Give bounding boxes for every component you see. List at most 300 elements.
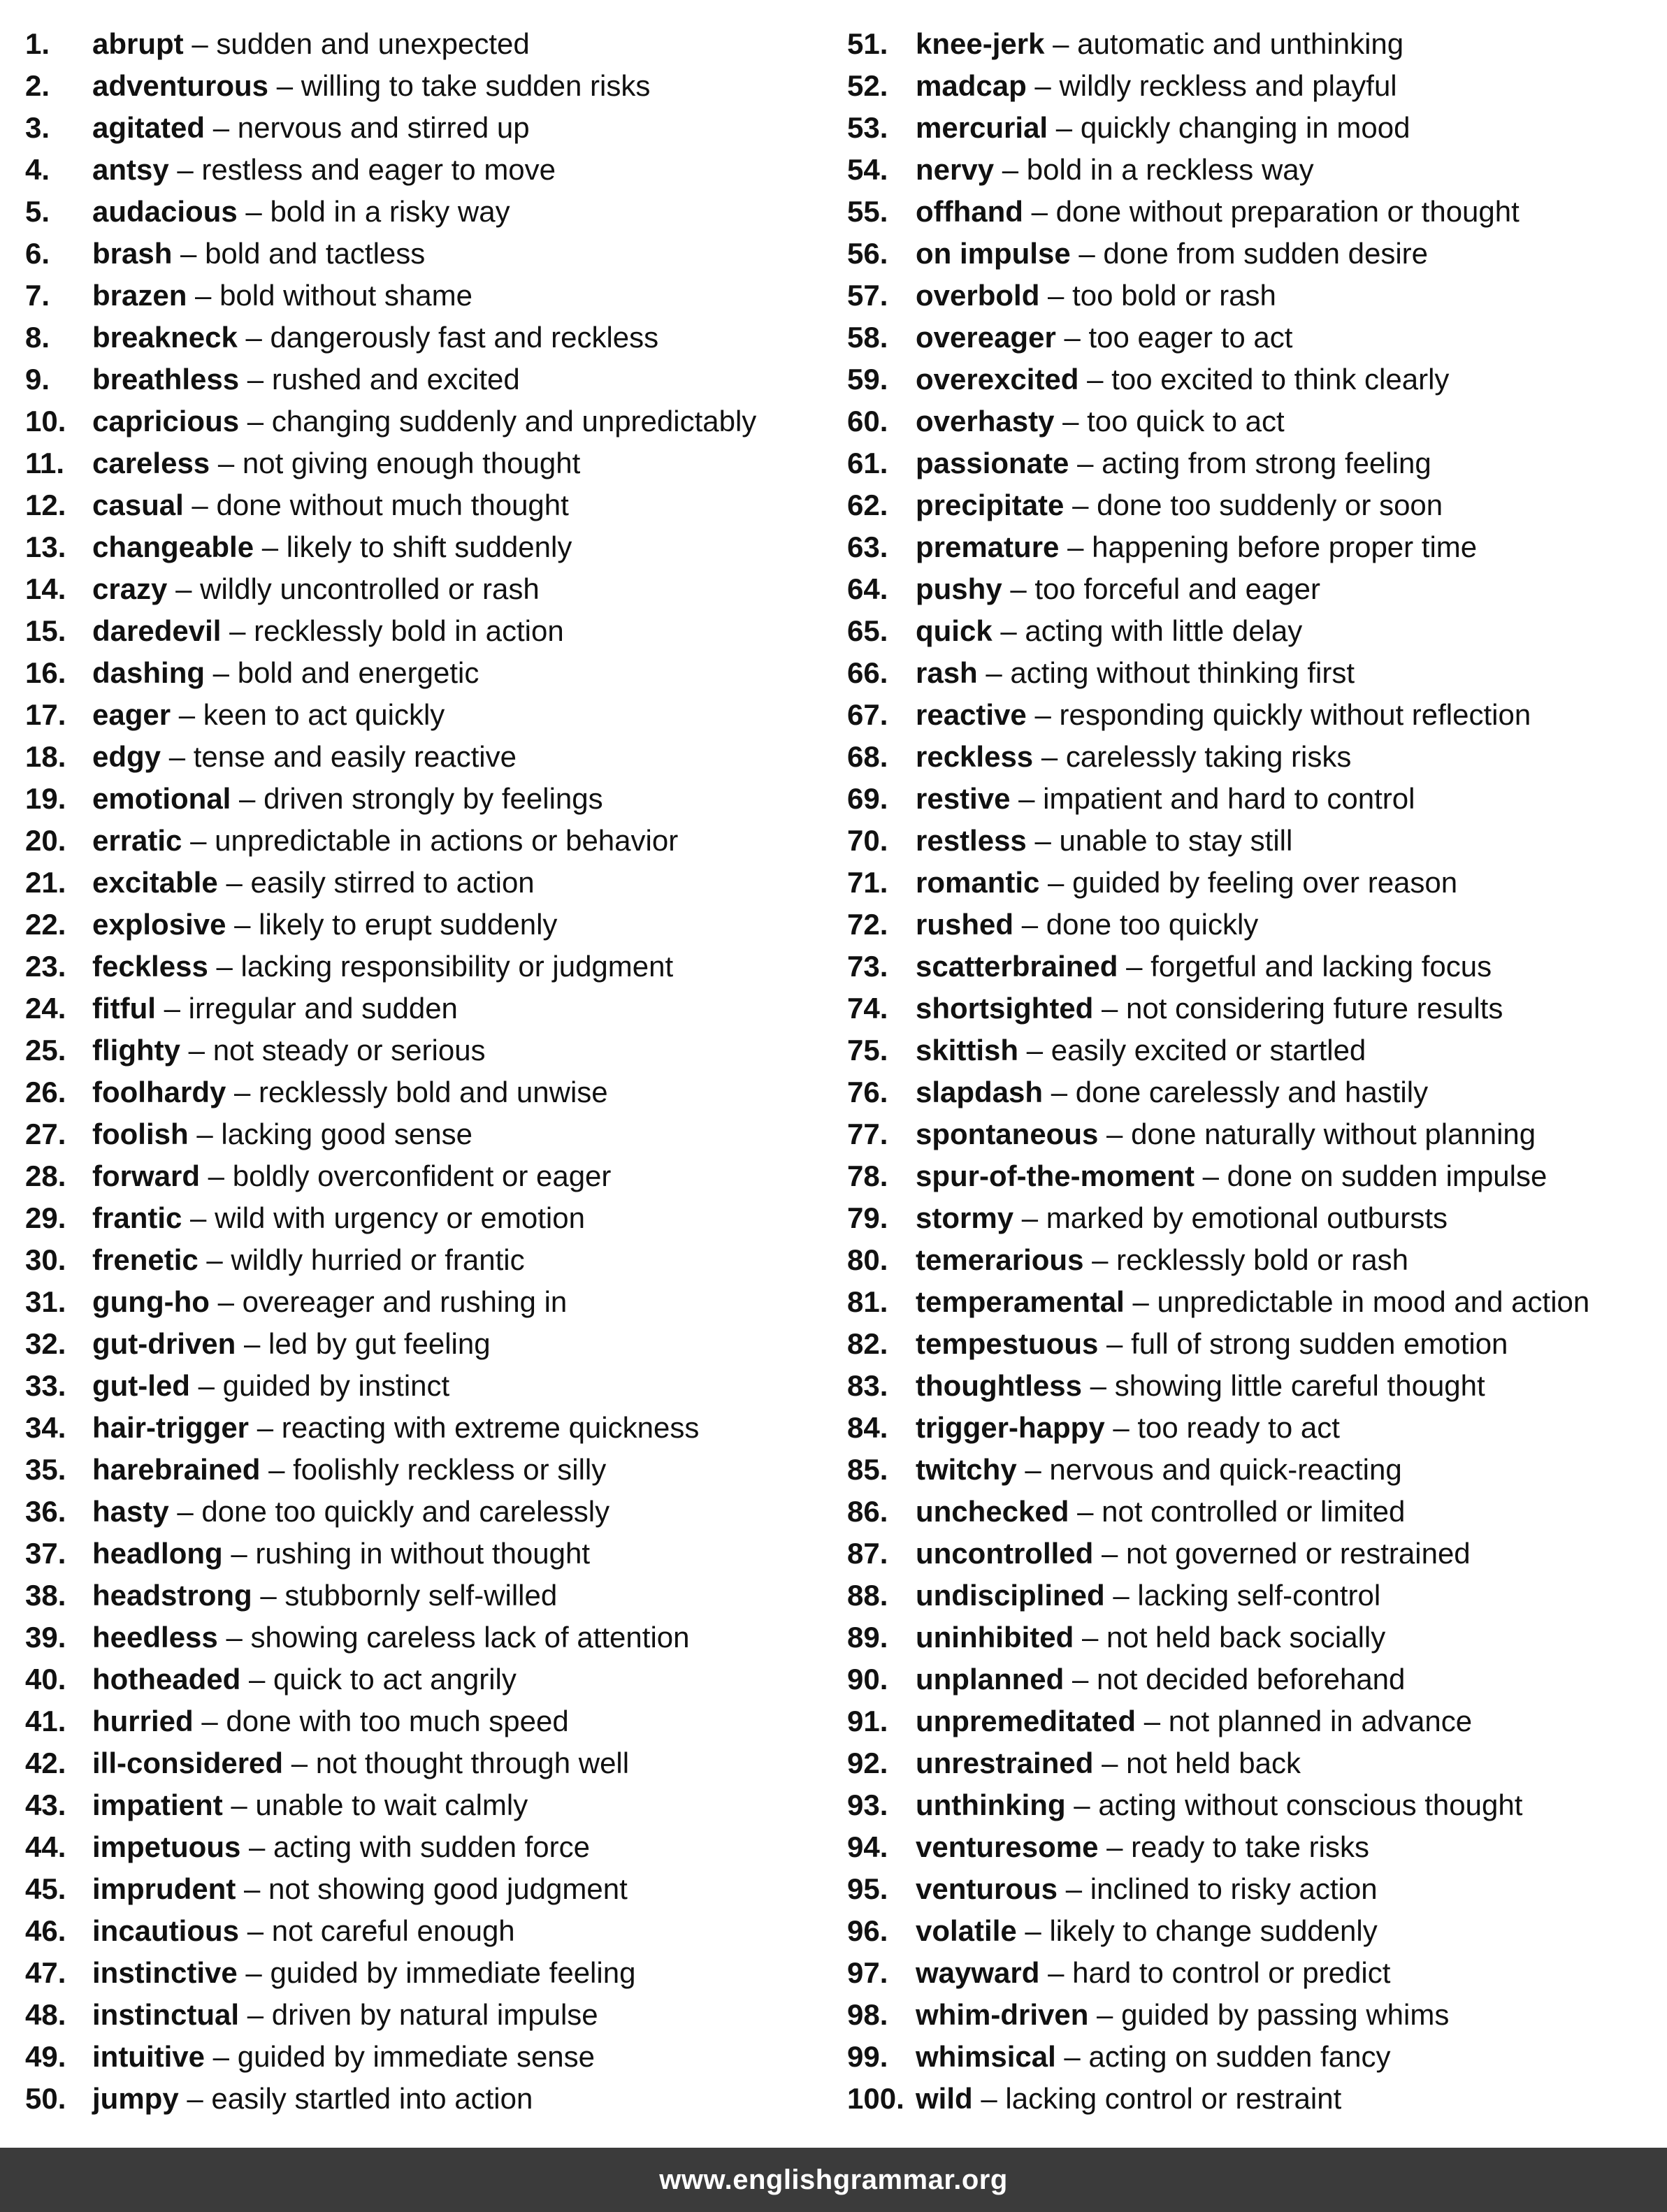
entry-definition: unpredictable in mood and action [1157,1285,1590,1318]
entry-word: hurried [92,1705,194,1737]
entry-definition: easily startled into action [211,2082,533,2115]
entry-word: restive [916,782,1011,815]
entry-separator: – [217,1621,251,1654]
entry-word: overhasty [916,405,1055,438]
entry-definition: not governed or restrained [1126,1537,1471,1570]
entry-word: restless [916,824,1027,857]
entry-number: 40. [25,1663,66,1696]
entry-number: 68. [847,740,888,773]
entry-separator: – [182,824,215,857]
word-entry [847,694,1658,736]
entry-definition: hard to control or predict [1072,1956,1391,1989]
entry-number: 59. [847,363,888,396]
entry-number: 80. [847,1243,888,1276]
entry-number: 58. [847,321,888,354]
entry-number: 17. [25,698,66,731]
entry-word: romantic [916,866,1040,899]
entry-word: headlong [92,1537,223,1570]
entry-separator: – [239,1998,272,2031]
entry-definition: happening before proper time [1092,530,1478,563]
entry-number: 89. [847,1621,888,1654]
entry-word: precipitate [916,489,1065,521]
entry-separator: – [236,1872,269,1905]
word-entry [847,23,1658,65]
word-entry [847,904,1658,946]
entry-definition: likely to erupt suddenly [259,908,558,941]
entry-separator: – [168,153,202,186]
entry-definition: recklessly bold and unwise [259,1076,608,1108]
entry-word: agitated [92,111,205,144]
entry-separator: – [187,279,220,312]
entry-definition: sudden and unexpected [216,27,530,60]
entry-number: 44. [25,1830,66,1863]
entry-separator: – [239,1914,272,1947]
entry-word: reactive [916,698,1027,731]
entry-word: pushy [916,572,1002,605]
entry-definition: not careful enough [271,1914,515,1947]
word-entry [847,1868,1658,1910]
entry-number: 90. [847,1663,888,1696]
entry-word: wayward [916,1956,1040,1989]
entry-word: unchecked [916,1495,1069,1528]
word-entry [25,1617,836,1658]
entry-definition: changing suddenly and unpredictably [271,405,757,438]
entry-number: 92. [847,1747,888,1779]
entry-number: 27. [25,1118,66,1150]
entry-definition: not held back socially [1106,1621,1386,1654]
entry-definition: not considering future results [1126,992,1503,1025]
entry-separator: – [226,1076,259,1108]
entry-number: 5. [25,195,50,228]
entry-number: 8. [25,321,50,354]
word-entry [847,652,1658,694]
entry-word: instinctive [92,1956,238,1989]
entry-separator: – [205,656,238,689]
entry-number: 25. [25,1034,66,1067]
entry-number: 85. [847,1453,888,1486]
word-entry [25,191,836,233]
entry-separator: – [249,1411,282,1444]
entry-word: dashing [92,656,205,689]
entry-word: changeable [92,530,254,563]
entry-definition: not decided beforehand [1097,1663,1406,1696]
entry-number: 43. [25,1788,66,1821]
entry-number: 87. [847,1537,888,1570]
word-entry [25,2078,836,2120]
entry-definition: lacking good sense [221,1118,472,1150]
entry-separator: – [1124,1285,1157,1318]
entry-number: 55. [847,195,888,228]
entry-number: 97. [847,1956,888,1989]
entry-separator: – [1058,1872,1090,1905]
word-entry [847,862,1658,904]
word-entry [847,736,1658,778]
entry-definition: carelessly taking risks [1065,740,1352,773]
entry-definition: quickly changing in mood [1080,111,1410,144]
entry-number: 50. [25,2082,66,2115]
entry-word: fitful [92,992,156,1025]
word-entry [847,484,1658,526]
entry-separator: – [155,992,189,1025]
entry-definition: willing to take sudden risks [301,69,651,102]
word-entry [25,400,836,442]
word-entry [847,1952,1658,1994]
word-entry [25,149,836,191]
entry-separator: – [1104,1411,1138,1444]
entry-definition: guided by instinct [222,1369,450,1402]
entry-word: gut-led [92,1369,190,1402]
word-entry [847,275,1658,317]
entry-number: 35. [25,1453,66,1486]
word-entry [25,1155,836,1197]
entry-separator: – [189,1369,223,1402]
entry-definition: quick to act angrily [273,1663,517,1696]
entry-word: spontaneous [916,1118,1099,1150]
entry-separator: – [193,1705,226,1737]
entry-word: unpremeditated [916,1705,1136,1737]
entry-definition: guided by immediate sense [237,2040,596,2073]
entry-definition: guided by immediate feeling [270,1956,636,1989]
entry-separator: – [236,1327,269,1360]
word-entry [847,820,1658,862]
entry-definition: dangerously fast and reckless [270,321,659,354]
entry-word: overexcited [916,363,1079,396]
entry-word: madcap [916,69,1027,102]
word-entry [25,23,836,65]
word-entry [25,568,836,610]
word-entry [25,736,836,778]
footer-website-link[interactable]: www.englishgrammar.org [659,2164,1008,2195]
entry-number: 48. [25,1998,66,2031]
entry-word: hair-trigger [92,1411,250,1444]
entry-definition: restless and eager to move [201,153,556,186]
word-list-left-column [25,23,836,2120]
entry-word: heedless [92,1621,218,1654]
entry-number: 63. [847,530,888,563]
word-entry [847,568,1658,610]
entry-definition: wild with urgency or emotion [215,1201,585,1234]
entry-definition: acting with sudden force [273,1830,590,1863]
entry-word: impatient [92,1788,223,1821]
entry-definition: done from sudden desire [1103,237,1429,270]
word-entry [25,1029,836,1071]
entry-definition: wildly uncontrolled or rash [200,572,540,605]
entry-definition: not steady or serious [212,1034,486,1067]
entry-number: 10. [25,405,66,438]
entry-separator: – [1070,237,1104,270]
entry-word: adventurous [92,69,269,102]
entry-word: venturesome [916,1830,1099,1863]
entry-word: offhand [916,195,1023,228]
entry-separator: – [972,2082,1006,2115]
entry-word: tempestuous [916,1327,1099,1360]
word-entry [847,1323,1658,1365]
entry-definition: acting with little delay [1025,614,1303,647]
word-entry [25,1239,836,1281]
entry-separator: – [183,489,217,521]
entry-separator: – [171,698,203,731]
entry-number: 99. [847,2040,888,2073]
entry-separator: – [1118,950,1151,983]
word-entry [25,1197,836,1239]
word-entry [847,1994,1658,2036]
entry-definition: reacting with extreme quickness [281,1411,700,1444]
word-entry [25,1742,836,1784]
entry-separator: – [1194,1159,1227,1192]
entry-number: 96. [847,1914,888,1947]
entry-definition: done too quickly [1046,908,1259,941]
word-entry [847,191,1658,233]
entry-separator: – [167,572,201,605]
word-entry [25,233,836,275]
entry-number: 41. [25,1705,66,1737]
word-entry [25,1826,836,1868]
entry-separator: – [1093,1747,1127,1779]
entry-definition: acting without thinking first [1010,656,1355,689]
word-entry [25,1407,836,1449]
entry-word: harebrained [92,1453,261,1486]
entry-word: incautious [92,1914,240,1947]
entry-word: careless [92,447,210,479]
word-entry [25,1658,836,1700]
word-entry [25,1784,836,1826]
entry-word: shortsighted [916,992,1094,1025]
entry-definition: done without much thought [216,489,569,521]
entry-separator: – [237,321,270,354]
entry-number: 93. [847,1788,888,1821]
entry-word: thoughtless [916,1369,1082,1402]
entry-separator: – [1093,1537,1127,1570]
entry-number: 34. [25,1411,66,1444]
entry-number: 71. [847,866,888,899]
entry-definition: bold in a risky way [270,195,510,228]
word-entry [847,1407,1658,1449]
entry-separator: – [1026,824,1060,857]
word-entry [847,1491,1658,1533]
entry-word: venturous [916,1872,1058,1905]
entry-definition: done on sudden impulse [1227,1159,1547,1192]
entry-definition: likely to change suddenly [1049,1914,1378,1947]
entry-definition: unpredictable in actions or behavior [215,824,679,857]
entry-separator: – [1039,279,1073,312]
entry-word: breakneck [92,321,238,354]
entry-number: 77. [847,1118,888,1150]
entry-number: 13. [25,530,66,563]
entry-number: 95. [847,1872,888,1905]
footer-bar [0,2148,1667,2212]
entry-number: 4. [25,153,50,186]
entry-definition: lacking control or restraint [1005,2082,1342,2115]
word-entry [847,988,1658,1029]
word-entry [25,1071,836,1113]
entry-number: 7. [25,279,50,312]
word-entry [25,610,836,652]
entry-number: 15. [25,614,66,647]
word-entry [847,1700,1658,1742]
entry-word: mercurial [916,111,1048,144]
entry-number: 75. [847,1034,888,1067]
word-entry [25,1533,836,1575]
word-entry [847,2078,1658,2120]
entry-number: 45. [25,1872,66,1905]
entry-number: 36. [25,1495,66,1528]
entry-definition: rushed and excited [271,363,520,396]
entry-number: 67. [847,698,888,731]
entry-definition: not thought through well [315,1747,630,1779]
word-entry [847,1029,1658,1071]
entry-number: 37. [25,1537,66,1570]
entry-definition: bold and energetic [237,656,479,689]
entry-separator: – [1026,69,1060,102]
word-entry [25,484,836,526]
word-entry [847,2036,1658,2078]
entry-number: 66. [847,656,888,689]
entry-word: spur-of-the-moment [916,1159,1195,1192]
entry-definition: recklessly bold or rash [1116,1243,1408,1276]
entry-definition: not planned in advance [1168,1705,1473,1737]
word-list-right-column [847,23,1658,2120]
entry-definition: forgetful and lacking focus [1150,950,1492,983]
entry-separator: – [239,363,272,396]
entry-word: forward [92,1159,201,1192]
entry-number: 73. [847,950,888,983]
entry-separator: – [188,1118,222,1150]
entry-number: 79. [847,1201,888,1234]
entry-definition: recklessly bold in action [254,614,564,647]
word-entry [847,233,1658,275]
entry-separator: – [1059,530,1092,563]
word-entry [25,820,836,862]
entry-separator: – [992,614,1025,647]
entry-number: 24. [25,992,66,1025]
entry-separator: – [172,237,205,270]
entry-separator: – [237,1956,270,1989]
entry-number: 61. [847,447,888,479]
entry-separator: – [1069,1495,1102,1528]
entry-separator: – [1013,1201,1046,1234]
entry-definition: boldly overconfident or eager [232,1159,612,1192]
entry-definition: ready to take risks [1131,1830,1369,1863]
entry-separator: – [1136,1705,1169,1737]
entry-separator: – [200,1159,233,1192]
entry-definition: too forceful and eager [1034,572,1321,605]
entry-definition: marked by emotional outbursts [1046,1201,1448,1234]
entry-number: 30. [25,1243,66,1276]
entry-separator: – [1069,447,1102,479]
entry-definition: tense and easily reactive [193,740,517,773]
entry-definition: irregular and sudden [188,992,458,1025]
entry-separator: – [239,405,272,438]
entry-definition: unable to stay still [1059,824,1293,857]
entry-definition: done carelessly and hastily [1075,1076,1429,1108]
entry-separator: – [1039,1956,1073,1989]
entry-definition: automatic and unthinking [1077,27,1404,60]
entry-word: jumpy [92,2082,179,2115]
entry-definition: not controlled or limited [1102,1495,1406,1528]
entry-separator: – [222,1788,256,1821]
entry-number: 14. [25,572,66,605]
entry-separator: – [231,782,264,815]
entry-number: 86. [847,1495,888,1528]
entry-word: unplanned [916,1663,1065,1696]
entry-number: 82. [847,1327,888,1360]
entry-separator: – [168,1495,202,1528]
word-entry [25,275,836,317]
entry-word: explosive [92,908,226,941]
entry-separator: – [1088,1998,1122,2031]
entry-word: gut-driven [92,1327,236,1360]
entry-number: 53. [847,111,888,144]
entry-definition: acting on sudden fancy [1088,2040,1391,2073]
entry-word: whim-driven [916,1998,1089,2031]
entry-word: excitable [92,866,218,899]
entry-word: imprudent [92,1872,236,1905]
entry-word: capricious [92,405,240,438]
entry-definition: done with too much speed [226,1705,569,1737]
entry-number: 46. [25,1914,66,1947]
entry-word: skittish [916,1034,1019,1067]
entry-separator: – [1044,27,1078,60]
entry-separator: – [1098,1830,1132,1863]
entry-definition: nervous and quick-reacting [1049,1453,1402,1486]
entry-definition: driven by natural impulse [271,1998,598,2031]
entry-definition: showing careless lack of attention [250,1621,690,1654]
entry-number: 1. [25,27,50,60]
entry-separator: – [1010,782,1044,815]
word-entry [25,652,836,694]
entry-separator: – [1016,1453,1050,1486]
entry-separator: – [240,1663,274,1696]
entry-definition: foolishly reckless or silly [293,1453,607,1486]
entry-definition: wildly reckless and playful [1059,69,1397,102]
entry-number: 6. [25,237,50,270]
word-entry [25,1281,836,1323]
entry-word: quick [916,614,993,647]
entry-number: 21. [25,866,66,899]
entry-word: frantic [92,1201,182,1234]
word-entry [847,1658,1658,1700]
entry-separator: – [1055,321,1089,354]
entry-definition: inclined to risky action [1090,1872,1378,1905]
entry-separator: – [1078,363,1112,396]
entry-word: wild [916,2082,973,2115]
entry-definition: bold and tactless [205,237,426,270]
entry-separator: – [182,1201,215,1234]
entry-number: 52. [847,69,888,102]
entry-word: impetuous [92,1830,241,1863]
word-entry [25,65,836,107]
entry-definition: driven strongly by feelings [264,782,603,815]
entry-number: 39. [25,1621,66,1654]
entry-word: feckless [92,950,208,983]
word-entry [25,904,836,946]
entry-separator: – [1039,866,1073,899]
word-entry [847,1533,1658,1575]
entry-word: hotheaded [92,1663,241,1696]
word-entry [25,862,836,904]
entry-separator: – [183,27,217,60]
entry-separator: – [1093,992,1127,1025]
entry-separator: – [180,1034,213,1067]
entry-number: 18. [25,740,66,773]
entry-word: unthinking [916,1788,1066,1821]
entry-number: 12. [25,489,66,521]
entry-word: stormy [916,1201,1014,1234]
word-entry [847,1365,1658,1407]
entry-definition: done naturally without planning [1131,1118,1536,1150]
entry-word: overbold [916,279,1040,312]
entry-number: 78. [847,1159,888,1192]
